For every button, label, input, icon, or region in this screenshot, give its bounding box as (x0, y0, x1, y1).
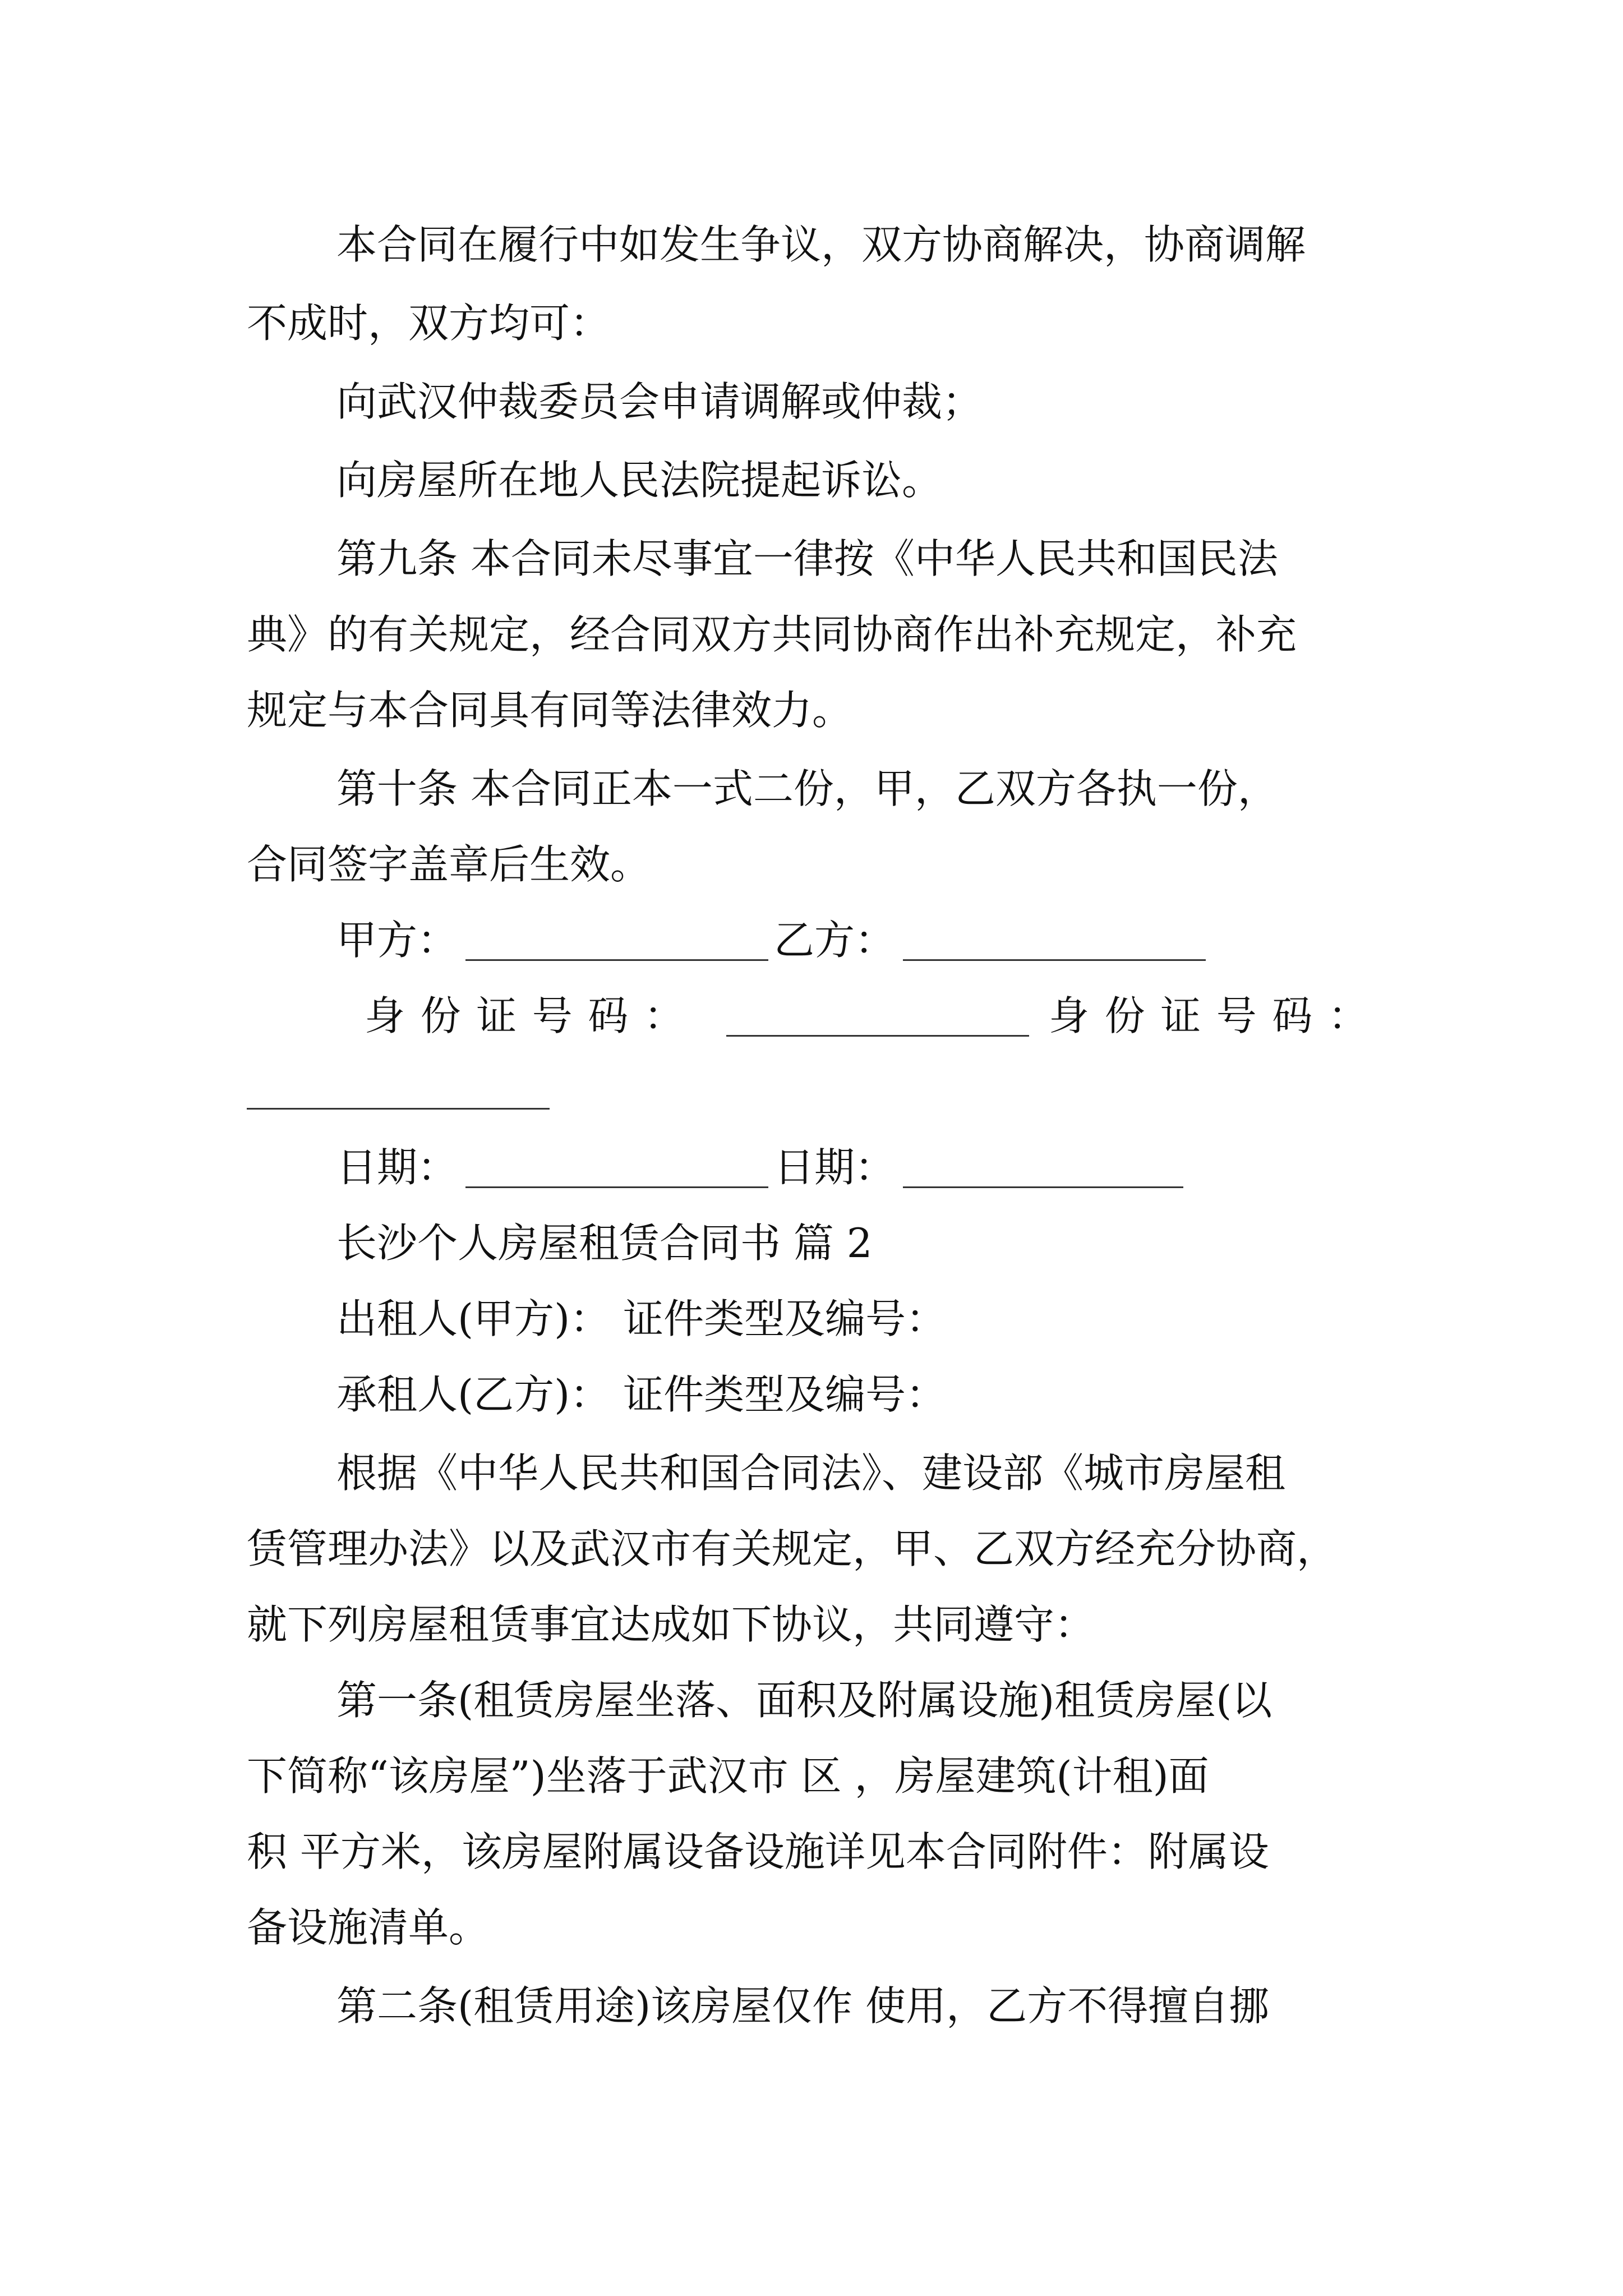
id-number-row-a (365, 992, 684, 1039)
date-a-label: 日期： (336, 1144, 458, 1191)
article-2-line: 第二条(租赁用途)该房屋仅作 使用，乙方不得擅自挪 (336, 1982, 1270, 2030)
section-2-title: 长沙个人房屋租赁合同书 篇 2 (336, 1220, 873, 1267)
id-label-char: 身 (1049, 992, 1090, 1039)
article-9-line: 规定与本合同具有同等法律效力。 (247, 687, 853, 734)
article-10-line: 第十条 本合同正本一式二份，甲，乙双方各执一份， (336, 765, 1278, 812)
date-b-line (903, 1186, 1183, 1188)
article-10-line: 合同签字盖章后生效。 (247, 841, 651, 888)
article-1-line: 积 平方米，该房屋附属设备设施详见本合同附件：附属设 (247, 1828, 1269, 1875)
article-1-line: 第一条(租赁房屋坐落、面积及附属设施)租赁房屋(以 (336, 1677, 1272, 1724)
id-label-char: 证 (1160, 992, 1201, 1039)
id-label-char: 号 (1216, 992, 1257, 1039)
basis-line: 赁管理办法》以及武汉市有关规定，甲、乙双方经充分协商， (247, 1525, 1338, 1572)
party-a-signature-line (465, 959, 768, 961)
article-9-line: 第九条 本合同未尽事宜一律按《中华人民共和国民法 (336, 535, 1278, 582)
paragraph-line: 不成时，双方均可： (247, 300, 611, 347)
article-9-line: 典》的有关规定，经合同双方共同协商作出补充规定，补充 (247, 611, 1297, 658)
article-1-line: 下简称“该房屋”)坐落于武汉市 区 ，房屋建筑(计租)面 (247, 1752, 1209, 1800)
id-label-char: ： (643, 992, 684, 1039)
id-number-row-b (1049, 992, 1368, 1039)
lessor-line: 出租人(甲方)： 证件类型及编号： (336, 1295, 947, 1342)
paragraph-line: 向武汉仲裁委员会申请调解或仲裁； (336, 378, 983, 425)
party-b-label: 乙方： (774, 917, 896, 964)
date-b-label: 日期： (774, 1144, 896, 1191)
basis-line: 根据《中华人民共和国合同法》、建设部《城市房屋租 (336, 1450, 1286, 1497)
party-a-label: 甲方： (336, 917, 458, 964)
paragraph-line: 向房屋所在地人民法院提起诉讼。 (336, 457, 943, 504)
article-1-line: 备设施清单。 (247, 1904, 490, 1951)
id-label-char: ： (1327, 992, 1368, 1039)
signature-party-row (774, 917, 896, 964)
id-label-char: 身 (365, 992, 405, 1039)
party-b-id-line (247, 1108, 550, 1110)
id-label-char: 码 (588, 992, 629, 1039)
party-a-id-line (726, 1035, 1029, 1037)
id-label-char: 份 (1104, 992, 1145, 1039)
date-row (336, 1144, 458, 1191)
date-a-line (465, 1186, 768, 1188)
date-row (774, 1144, 896, 1191)
id-label-char: 码 (1272, 992, 1313, 1039)
id-label-char: 号 (532, 992, 573, 1039)
lessee-line: 承租人(乙方)： 证件类型及编号： (336, 1371, 947, 1418)
id-label-char: 证 (476, 992, 517, 1039)
id-label-char: 份 (420, 992, 461, 1039)
signature-party-row (336, 917, 458, 964)
party-b-signature-line (903, 959, 1206, 961)
basis-line: 就下列房屋租赁事宜达成如下协议，共同遵守： (247, 1601, 1095, 1648)
paragraph-line: 本合同在履行中如发生争议，双方协商解决，协商调解 (336, 221, 1306, 268)
